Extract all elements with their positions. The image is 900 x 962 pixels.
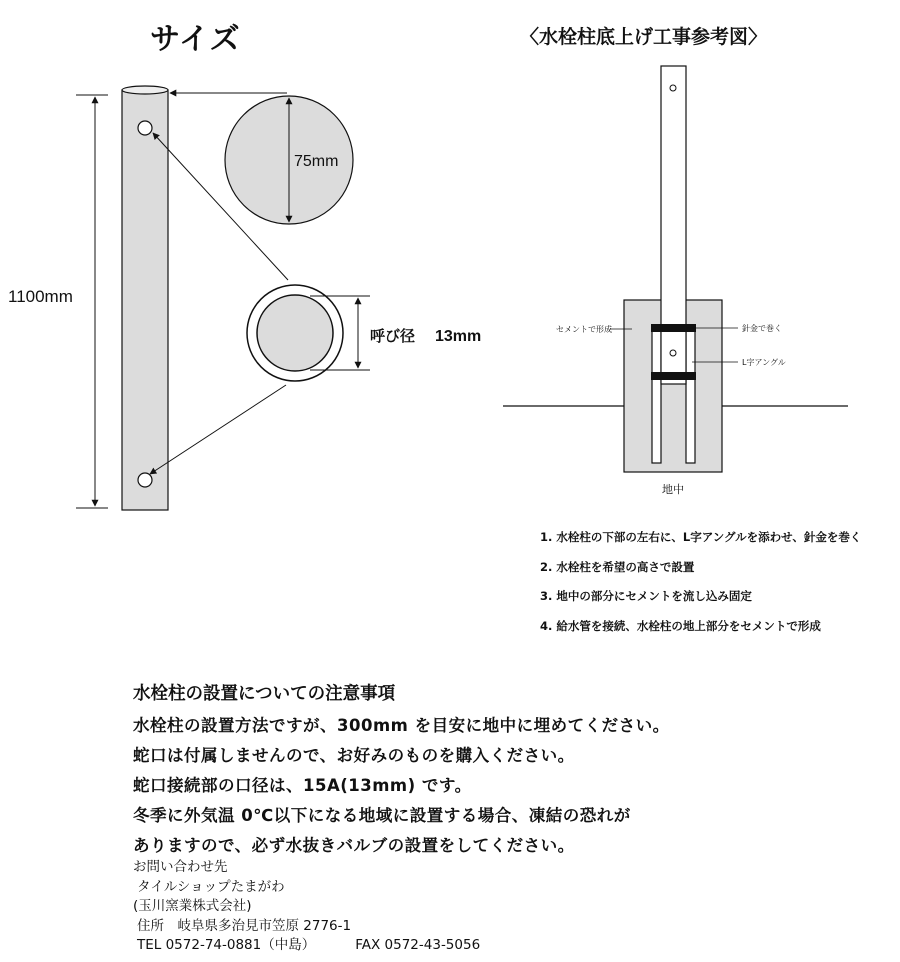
label-wire: 針金で巻く (742, 324, 782, 333)
size-title: サイズ (150, 22, 241, 57)
company-name: (玉川窯業株式会社) (133, 898, 252, 914)
note-line: 冬季に外気温 0℃以下になる地域に設置する場合、凍結の恐れが (133, 806, 631, 825)
step-item: 3. 地中の部分にセメントを流し込み固定 (540, 589, 752, 603)
installation-steps (540, 528, 861, 646)
tel-number: TEL 0572-74-0881（中島） (137, 937, 316, 953)
step-item: 2. 水栓柱を希望の高さで設置 (540, 559, 695, 574)
label-angle: L字アングル (742, 358, 786, 367)
lower-hole (138, 473, 152, 487)
height-dimension (76, 95, 108, 508)
shop-name: タイルショップたまがわ (137, 878, 285, 895)
upper-hole-ref (670, 85, 676, 91)
lower-hole-ref (670, 350, 676, 356)
notes-section (133, 682, 670, 864)
nominal-value: 13mm (435, 328, 482, 345)
wire-band-lower (651, 372, 696, 380)
l-angle-right (686, 325, 695, 463)
step-item: 4. 給水管を接続、水栓柱の地上部分をセメントで形成 (540, 618, 821, 633)
note-line: 蛇口接続部の口径は、15A(13mm) です。 (133, 776, 472, 795)
label-cement: セメントで形成 (556, 325, 612, 334)
phone-row (133, 936, 480, 956)
label-ground: 地中 (662, 483, 684, 496)
upper-hole (138, 121, 152, 135)
post-pipe-ref (661, 66, 686, 384)
note-line: ありますので、必ず水抜きバルブの設置をしてください。 (133, 836, 575, 855)
contact-heading: お問い合わせ先 (133, 859, 228, 875)
note-line: 水栓柱の設置方法ですが、300mm を目安に地中に埋めてください。 (133, 716, 670, 735)
note-line: 蛇口は付属しませんので、お好みのものを購入ください。 (133, 746, 575, 765)
notes-title: 水栓柱の設置についての注意事項 (133, 684, 396, 704)
post-pipe (122, 86, 168, 510)
height-label: 1100mm (8, 287, 73, 306)
l-angle-left (652, 325, 661, 463)
address: 住所 岐阜県多治見市笠原 2776-1 (137, 917, 352, 934)
outer-diameter-label: 75mm (294, 153, 339, 170)
outlet-circle (247, 285, 343, 381)
step-item: 1. 水栓柱の下部の左右に、L字アングルを添わせ、針金を巻く (540, 530, 862, 544)
fax-number: FAX 0572-43-5056 (355, 937, 481, 953)
reference-diagram-title: 〈水栓柱底上げ工事参考図〉 (520, 26, 768, 48)
contact-section (133, 858, 480, 956)
nominal-label: 呼び径 (370, 327, 416, 345)
